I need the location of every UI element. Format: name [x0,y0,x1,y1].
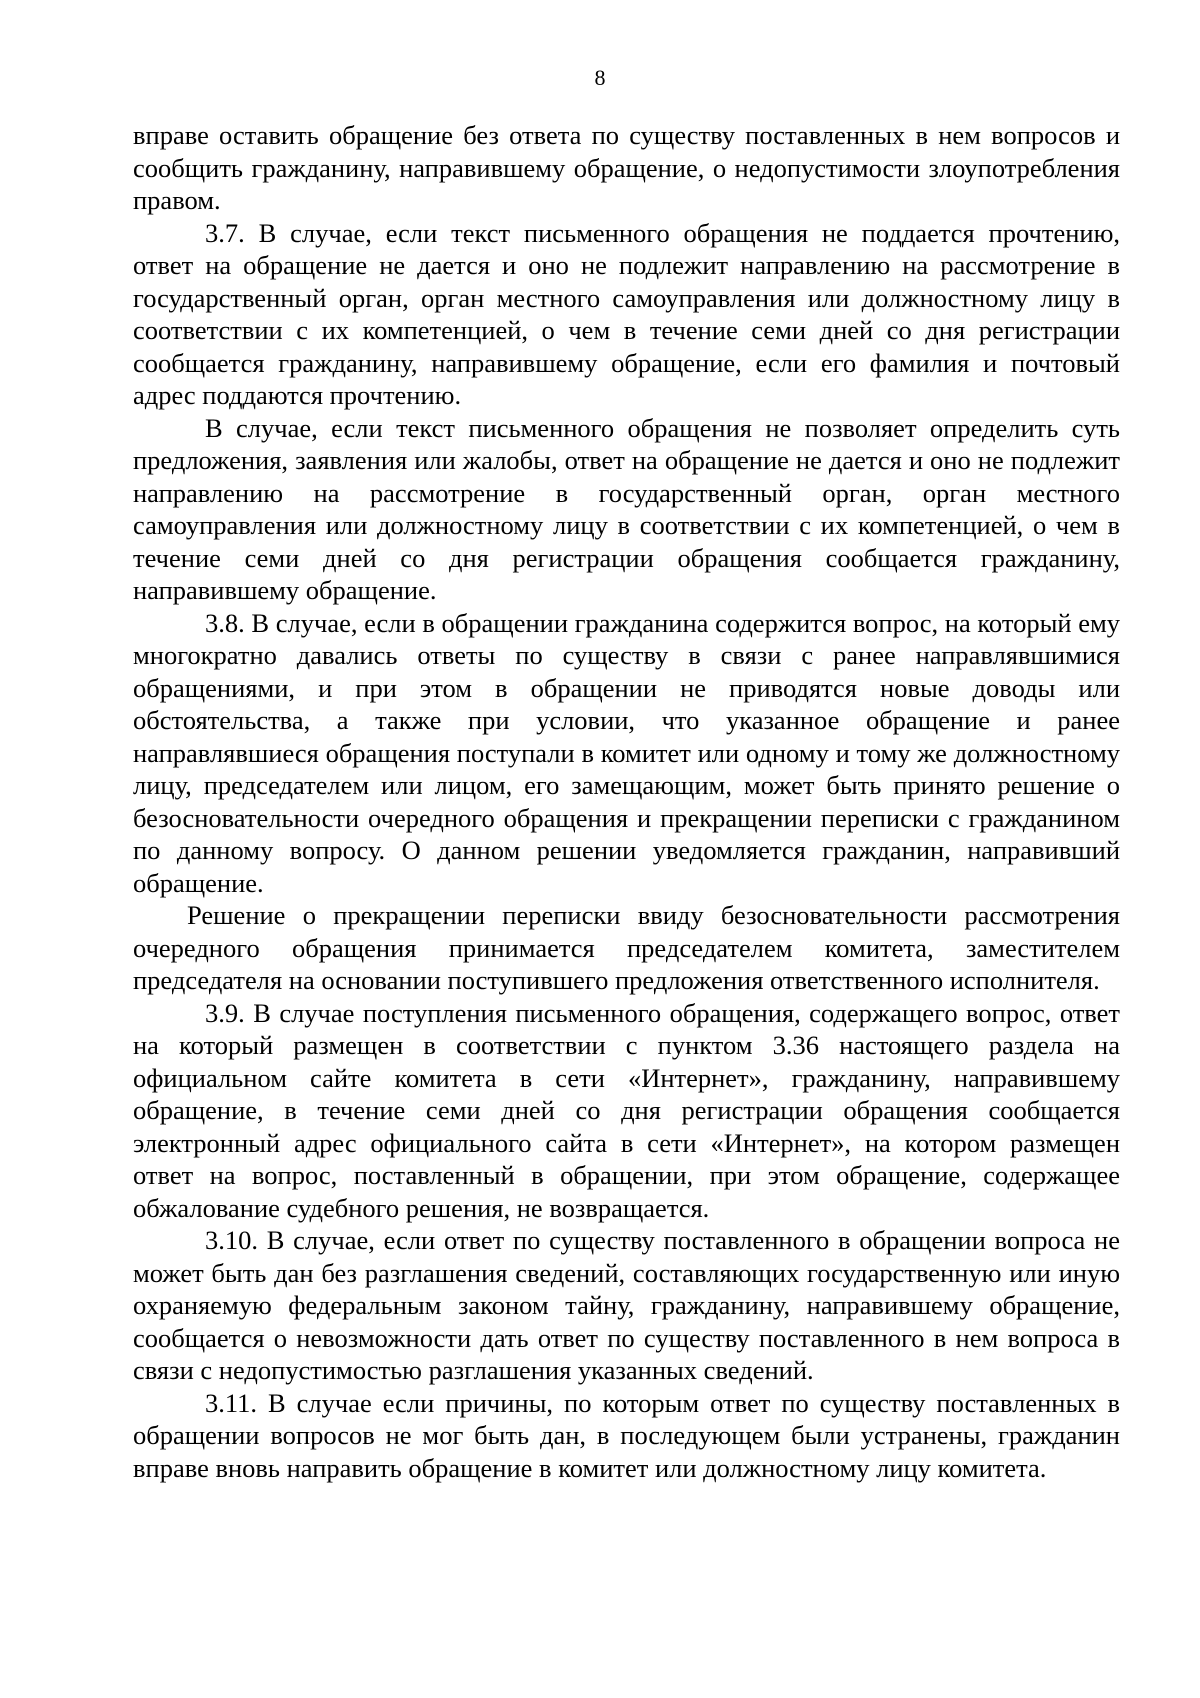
document-body [133,119,1120,1484]
paragraph-3-9: 3.9. В случае поступления письменного обращения, содержащего вопрос, ответ на который размещен в соответствии с пунктом 3.36 настоящего раздела на официальном сайте комитета в сети «Интернет», гражданину, направившему обращение, в течение семи дней со дня регистрации обращения сообщается электронный адрес официального сайта в сети «Интернет», на котором размещен ответ на вопрос, поставленный в обращении, при этом обращение, содержащее обжалование судебного решения, не возвращается. [133,997,1120,1223]
paragraph-3-11: 3.11. В случае если причины, по которым ответ по существу поставленных в обращении вопросов не мог быть дан, в последующем были устранены, гражданин вправе вновь направить обращение в комитет или должностному лицу комитета. [133,1387,1120,1483]
paragraph-3-8: 3.8. В случае, если в обращении гражданина содержится вопрос, на который ему многократно давались ответы по существу в связи с ранее направлявшимися обращениями, и при этом в обращении не приводятся новые доводы или обстоятельства, а также при условии, что указанное обращение и ранее направлявшиеся обращения поступали в комитет или одному и тому же должностному лицу, председателем или лицом, его замещающим, может быть принято решение о безосновательности очередного обращения и прекращении переписки с гражданином по данному вопросу. О данном решении уведомляется гражданин, направивший обращение. [133,607,1120,898]
paragraph-3-10: 3.10. В случае, если ответ по существу поставленного в обращении вопроса не может быть дан без разглашения сведений, составляющих государственную или иную охраняемую федеральным законом тайну, гражданину, направившему обращение, сообщается о невозможности дать ответ по существу поставленного в нем вопроса в связи с недопустимостью разглашения указанных сведений. [133,1225,1120,1385]
page-number: 8 [594,65,606,90]
paragraph-3-8-decision: Решение о прекращении переписки ввиду безосновательности рассмотрения очередного обращения принимается председателем комитета, заместителем председателя на основании поступившего предложения ответственного исполнителя. [133,900,1120,995]
paragraph-continuation: вправе оставить обращение без ответа по существу поставленных в нем вопросов и сообщить гражданину, направившему обращение, о недопустимости злоупотребления правом. [133,120,1120,215]
paragraph-3-7-unreadable: В случае, если текст письменного обращения не позволяет определить суть предложения, заявления или жалобы, ответ на обращение не дается и оно не подлежит направлению на рассмотрение в государственный орган, орган местного самоуправления или должностному лицу в соответствии с их компетенцией, о чем в течение семи дней со дня регистрации обращения сообщается гражданину, направившему обращение. [133,412,1120,605]
paragraph-3-7: 3.7. В случае, если текст письменного обращения не поддается прочтению, ответ на обращение не дается и оно не подлежит направлению на рассмотрение в государственный орган, орган местного самоуправления или должностному лицу в соответствии с их компетенцией, о чем в течение семи дней со дня регистрации сообщается гражданину, направившему обращение, если его фамилия и почтовый адрес поддаются прочтению. [133,217,1120,410]
